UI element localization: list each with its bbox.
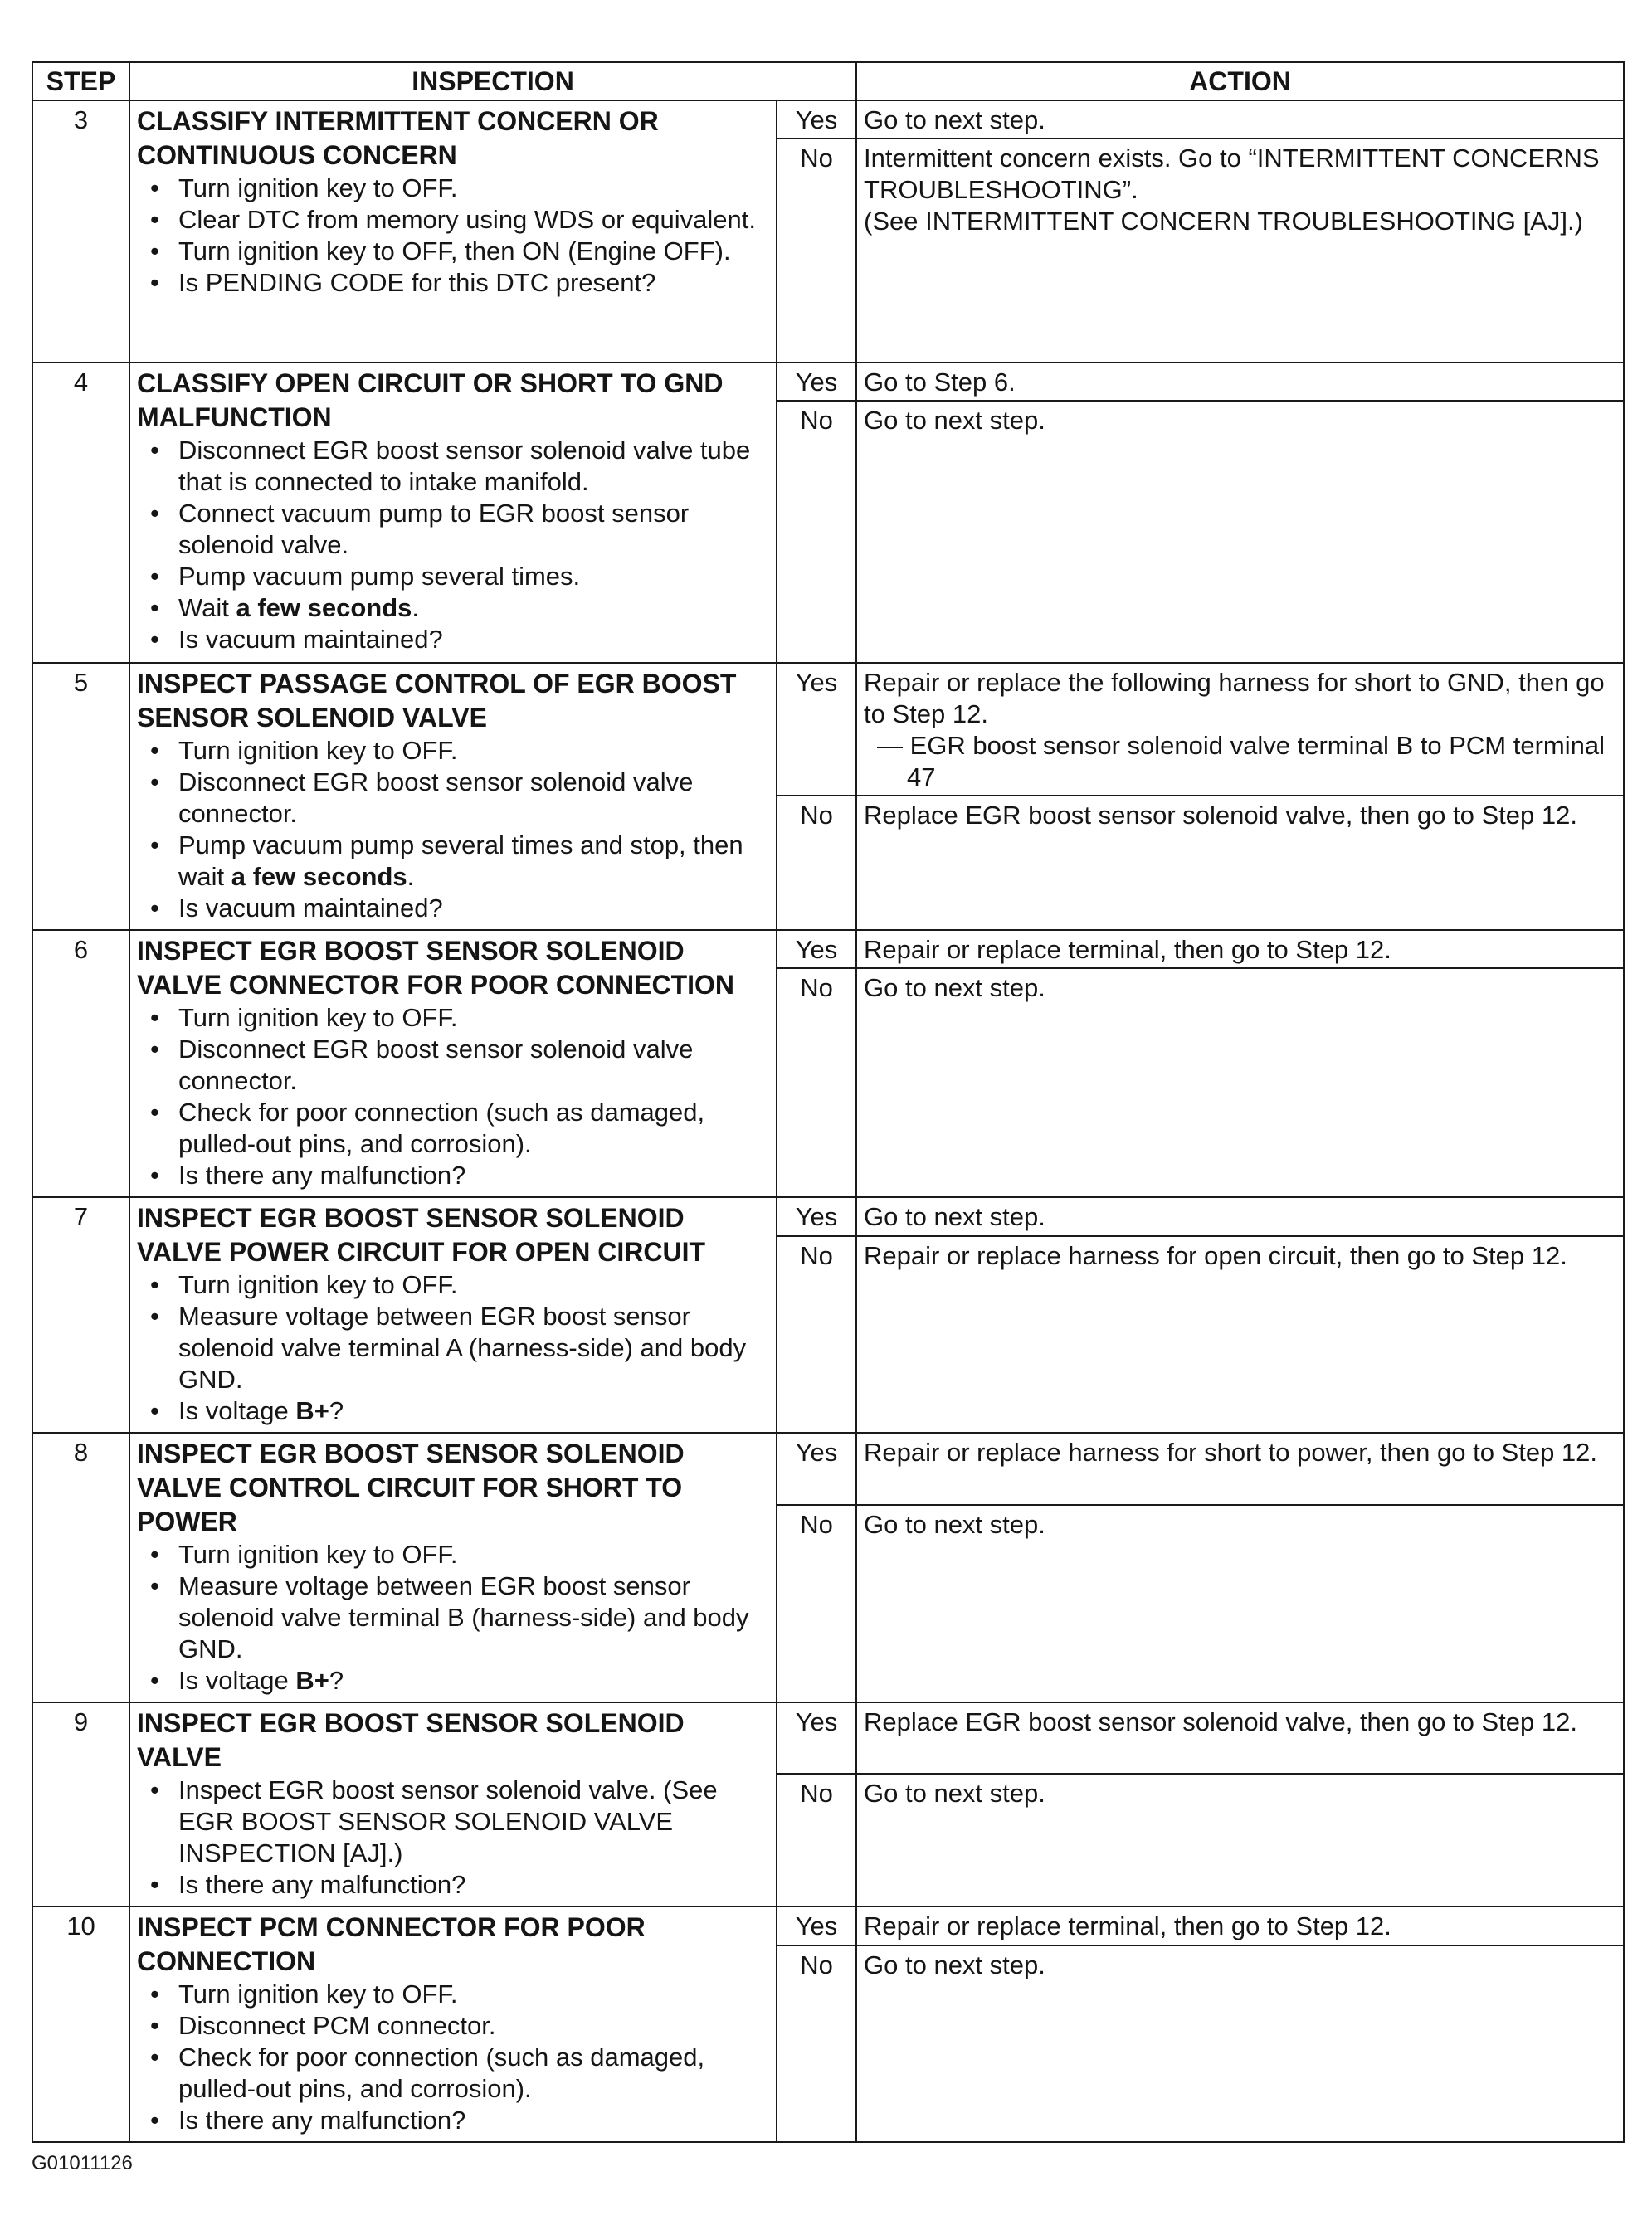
no-label: No — [777, 1505, 856, 1702]
inspection-bullets — [137, 1775, 771, 1901]
bullet-text: . — [407, 862, 415, 891]
bullet-text: ? — [329, 1396, 344, 1425]
no-label: No — [777, 968, 856, 1197]
step-number: 3 — [32, 100, 129, 363]
inspection-title: INSPECT EGR BOOST SENSOR SOLENOID VALVE — [137, 1708, 685, 1772]
yes-label: Yes — [777, 1906, 856, 1945]
step-number: 9 — [32, 1702, 129, 1906]
table-row — [32, 100, 1624, 139]
no-label: No — [777, 1236, 856, 1433]
no-action: Go to next step. — [856, 1774, 1624, 1906]
list-item — [178, 1665, 771, 1697]
yes-label: Yes — [777, 1197, 856, 1236]
list-item: • Is PENDING CODE for this DTC present? — [178, 267, 771, 299]
list-item: • Turn ignition key to OFF. — [178, 1539, 771, 1570]
step-number: 10 — [32, 1906, 129, 2142]
header-action: ACTION — [856, 62, 1624, 100]
bullet-text: Wait — [178, 593, 236, 622]
no-label: No — [777, 1945, 856, 2142]
table-header-row — [32, 62, 1624, 100]
inspection-title: INSPECT EGR BOOST SENSOR SOLENOID VALVE CONNECTOR FOR POOR CONNECTION — [137, 936, 735, 1000]
no-action: Go to next step. — [856, 968, 1624, 1197]
yes-action: Repair or replace harness for short to power, then go to Step 12. — [856, 1433, 1624, 1505]
step-number: 8 — [32, 1433, 129, 1702]
no-label: No — [777, 401, 856, 663]
list-item: • Pump vacuum pump several times. — [178, 561, 771, 592]
table-row — [32, 663, 1624, 796]
no-action: Go to next step. — [856, 1945, 1624, 2142]
troubleshooting-sheet — [32, 61, 1623, 2143]
inspection-cell — [129, 1702, 777, 1906]
table-row — [32, 1702, 1624, 1774]
yes-action-cell — [856, 663, 1624, 796]
no-action: Go to next step. — [856, 1505, 1624, 1702]
list-item: • Turn ignition key to OFF. — [178, 1979, 771, 2010]
list-item: • Turn ignition key to OFF. — [178, 1002, 771, 1034]
inspection-bullets — [137, 1269, 771, 1427]
step-number: 4 — [32, 363, 129, 663]
inspection-title: INSPECT EGR BOOST SENSOR SOLENOID VALVE CONTROL CIRCUIT FOR SHORT TO POWER — [137, 1439, 685, 1536]
list-item: • Turn ignition key to OFF. — [178, 1269, 771, 1301]
list-item: • Turn ignition key to OFF. — [178, 735, 771, 767]
diagnostic-procedure-table — [32, 61, 1625, 2143]
inspection-cell — [129, 363, 777, 663]
inspection-cell — [129, 1906, 777, 2142]
table-row — [32, 1197, 1624, 1236]
bullet-emphasis: B+ — [295, 1396, 329, 1425]
list-item: • Disconnect EGR boost sensor solenoid valve tube that is connected to intake manifold. — [178, 435, 771, 498]
inspection-bullets — [137, 435, 771, 655]
bullet-text: ? — [329, 1666, 344, 1695]
yes-label: Yes — [777, 100, 856, 139]
header-step: STEP — [32, 62, 129, 100]
list-item: • Clear DTC from memory using WDS or equivalent. — [178, 204, 771, 236]
inspection-cell — [129, 100, 777, 363]
list-item: • Turn ignition key to OFF, then ON (Engine OFF). — [178, 236, 771, 267]
yes-action: Go to next step. — [856, 1197, 1624, 1236]
inspection-bullets — [137, 1979, 771, 2136]
no-action-cell — [856, 139, 1624, 363]
inspection-title: INSPECT EGR BOOST SENSOR SOLENOID VALVE POWER CIRCUIT FOR OPEN CIRCUIT — [137, 1203, 706, 1267]
inspection-bullets — [137, 1539, 771, 1697]
yes-action: Repair or replace terminal, then go to Step 12. — [856, 1906, 1624, 1945]
list-item: • Is vacuum maintained? — [178, 893, 771, 924]
no-label: No — [777, 796, 856, 930]
inspection-title: INSPECT PCM CONNECTOR FOR POOR CONNECTION — [137, 1912, 646, 1976]
table-row — [32, 1433, 1624, 1505]
inspection-cell — [129, 930, 777, 1197]
yes-action: Go to Step 6. — [856, 363, 1624, 401]
yes-action: Repair or replace the following harness for short to GND, then go to Step 12. — [864, 668, 1605, 728]
no-label: No — [777, 139, 856, 363]
inspection-cell — [129, 663, 777, 930]
inspection-title: CLASSIFY INTERMITTENT CONCERN OR CONTINUOUS CONCERN — [137, 106, 659, 170]
header-inspection: INSPECTION — [129, 62, 856, 100]
step-number: 6 — [32, 930, 129, 1197]
no-action: Replace EGR boost sensor solenoid valve, then go to Step 12. — [856, 796, 1624, 930]
list-item — [178, 1395, 771, 1427]
table-row — [32, 363, 1624, 401]
inspection-bullets — [137, 735, 771, 924]
bullet-text: . — [412, 593, 420, 622]
bullet-emphasis: a few seconds — [236, 593, 412, 622]
list-item: • Disconnect PCM connector. — [178, 2010, 771, 2042]
list-item: • Measure voltage between EGR boost sensor solenoid valve terminal B (harness-side) and body GND. — [178, 1570, 771, 1665]
inspection-title: CLASSIFY OPEN CIRCUIT OR SHORT TO GND MALFUNCTION — [137, 368, 724, 432]
yes-action: Replace EGR boost sensor solenoid valve, then go to Step 12. — [856, 1702, 1624, 1774]
bullet-text: Pump vacuum pump several times and stop, then wait — [178, 830, 743, 891]
yes-action-sub: — EGR boost sensor solenoid valve terminal B to PCM terminal 47 — [877, 731, 1605, 791]
no-action-reference: (See INTERMITTENT CONCERN TROUBLESHOOTING [AJ].) — [864, 207, 1583, 236]
yes-label: Yes — [777, 663, 856, 796]
inspection-title: INSPECT PASSAGE CONTROL OF EGR BOOST SENSOR SOLENOID VALVE — [137, 669, 737, 733]
inspection-cell — [129, 1197, 777, 1433]
step-number: 7 — [32, 1197, 129, 1433]
list-item: • Turn ignition key to OFF. — [178, 173, 771, 204]
table-row — [32, 1906, 1624, 1945]
list-item: • Disconnect EGR boost sensor solenoid valve connector. — [178, 767, 771, 830]
bullet-text: Is voltage — [178, 1666, 296, 1695]
table-row — [32, 930, 1624, 968]
yes-action: Repair or replace terminal, then go to Step 12. — [856, 930, 1624, 968]
list-item: • Inspect EGR boost sensor solenoid valve. (See EGR BOOST SENSOR SOLENOID VALVE INSPECTION [AJ].) — [178, 1775, 771, 1869]
yes-label: Yes — [777, 363, 856, 401]
figure-code: G01011126 — [32, 2152, 133, 2174]
yes-label: Yes — [777, 930, 856, 968]
list-item — [178, 592, 771, 624]
step-number: 5 — [32, 663, 129, 930]
inspection-bullets — [137, 1002, 771, 1191]
no-action: Intermittent concern exists. Go to “INTERMITTENT CONCERNS TROUBLESHOOTING”. — [864, 144, 1600, 204]
list-item: • Check for poor connection (such as damaged, pulled-out pins, and corrosion). — [178, 2042, 771, 2105]
inspection-bullets — [137, 173, 771, 299]
bullet-emphasis: a few seconds — [231, 862, 407, 891]
list-item: • Connect vacuum pump to EGR boost sensor solenoid valve. — [178, 498, 771, 561]
no-action: Repair or replace harness for open circuit, then go to Step 12. — [856, 1236, 1624, 1433]
list-item: • Disconnect EGR boost sensor solenoid valve connector. — [178, 1034, 771, 1097]
no-label: No — [777, 1774, 856, 1906]
list-item: • Check for poor connection (such as damaged, pulled-out pins, and corrosion). — [178, 1097, 771, 1160]
yes-label: Yes — [777, 1433, 856, 1505]
list-item: • Is there any malfunction? — [178, 2105, 771, 2136]
yes-label: Yes — [777, 1702, 856, 1774]
list-item: • Is there any malfunction? — [178, 1869, 771, 1901]
inspection-cell — [129, 1433, 777, 1702]
list-item: • Is vacuum maintained? — [178, 624, 771, 655]
no-action: Go to next step. — [856, 401, 1624, 663]
list-item: • Is there any malfunction? — [178, 1160, 771, 1191]
list-item — [178, 830, 771, 893]
bullet-text: Is voltage — [178, 1396, 296, 1425]
list-item: • Measure voltage between EGR boost sensor solenoid valve terminal A (harness-side) and body GND. — [178, 1301, 771, 1395]
yes-action: Go to next step. — [856, 100, 1624, 139]
bullet-emphasis: B+ — [295, 1666, 329, 1695]
